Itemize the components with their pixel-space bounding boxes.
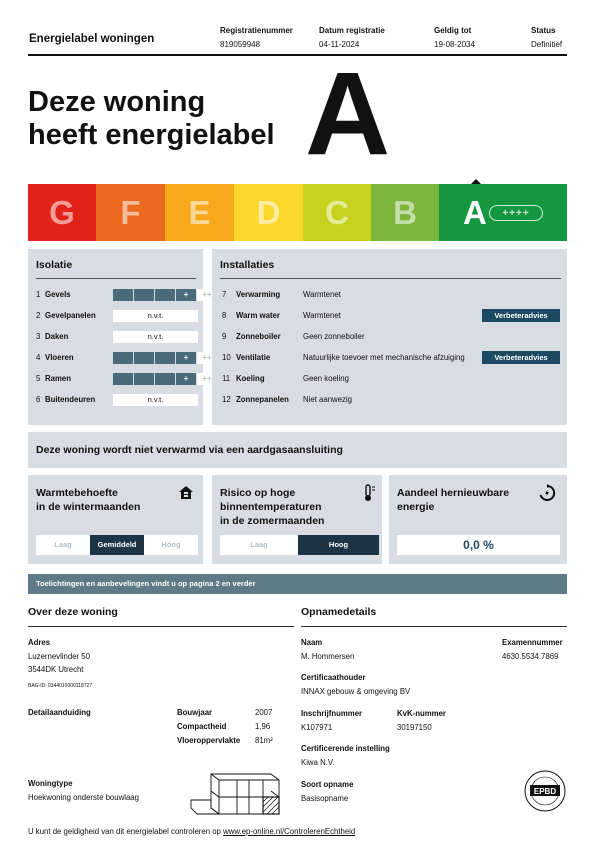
detail-label: Detailaanduiding [28,708,91,717]
rating-block [134,352,154,364]
datum-label: Datum registratie [319,26,385,35]
kvk-label: KvK-nummer [397,709,446,718]
warmtebehoefte-title-line1: Warmtebehoefte [36,487,118,499]
bag-id: BAG-ID: 0344010000118727 [28,683,93,689]
adres-line2: 3544DK Utrecht [28,665,84,674]
row-name: Warm water [236,311,280,320]
verification-link[interactable]: www.ep-online.nl/ControlerenEchtheid [223,827,356,836]
installatie-value: Warmtenet [303,311,341,320]
isolatie-row [36,395,95,404]
certificaathouder-value: INNAX gebouw & omgeving BV [301,687,411,696]
energy-label-scale [28,184,567,241]
footer [28,827,355,836]
row-name: Zonneboiler [236,332,281,341]
hernieuwbaar-title-line2: energie [397,501,435,513]
label-class-b [371,184,439,241]
installatie-value: Niet aanwezig [303,395,352,404]
oververhitting-title-line2: binnentemperaturen [220,501,322,513]
row-name: Vloeren [45,353,74,362]
soort-opname-label: Soort opname [301,780,354,789]
inschrijfnummer-label: Inschrijfnummer [301,709,363,718]
row-name: Buitendeuren [45,395,96,404]
option-laag: Laag [220,535,298,555]
geldig-label: Geldig tot [434,26,472,35]
installatie-row [222,353,270,362]
plus-pill: ++++ [489,205,543,221]
instelling-value: Kiwa N.V. [301,758,335,767]
row-name: Gevelpanelen [45,311,96,320]
kvk-value: 30197150 [397,723,432,732]
compactheid-value: 1,96 [255,722,271,731]
installatie-row [222,290,280,299]
installatie-value: Geen koeling [303,374,349,383]
label-class-c [303,184,371,241]
opname-title: Opnamedetails [301,606,377,618]
installaties-title: Installaties [220,259,275,271]
epbd-seal-icon [523,769,567,813]
isolatie-row [36,353,74,362]
warmtebehoefte-tile [28,475,203,564]
rating-block [113,373,133,385]
installatie-row [222,395,289,404]
gas-notice: Deze woning wordt niet verwarmd via een aardgasaansluiting [36,444,343,456]
rating-block: + [176,352,196,364]
document-title: Energielabel woningen [29,33,155,45]
installatie-value: Natuurlijke toevoer met mechanische afzuiging [303,353,465,362]
woningtype-value: Hoekwoning onderste bouwlaag [28,793,139,802]
datum-registratie [319,26,385,49]
hernieuwbaar-tile [389,475,567,564]
row-number: 9 [222,332,227,341]
row-number: 11 [222,374,231,383]
headline-line2: heeft energielabel [28,119,275,151]
examennummer-label: Examennummer [502,638,563,647]
row-number: 3 [36,332,41,341]
thermometer-icon [360,484,376,506]
isolatie-value: n.v.t. [113,394,198,406]
naam-value: M. Hommersen [301,652,355,661]
certificaathouder-label: Certificaathouder [301,673,366,682]
label-class-letter: B [393,193,417,231]
geldig-tot [434,26,475,49]
isolatie-row [36,374,71,383]
installaties-panel [212,249,567,425]
rating-block: + [176,373,196,385]
examennummer-value: 4630.5534.7869 [502,652,559,661]
warmtebehoefte-scale [36,535,198,555]
adres-label: Adres [28,638,51,647]
instelling-label: Certificerende instelling [301,744,390,753]
woningtype-label: Woningtype [28,779,73,788]
status-label: Status [531,26,556,35]
compactheid-label: Compactheid [177,722,227,731]
oververhitting-title-line1: Risico op hoge [220,487,296,499]
label-class-f [96,184,165,241]
rating-block: ++ [197,352,217,364]
rating-block: ++ [197,373,217,385]
row-name: Ramen [45,374,71,383]
verbeteradvies-button[interactable]: Verbeteradvies [482,309,560,322]
headline [28,86,275,152]
label-class-letter: G [49,193,75,231]
isolatie-row [36,290,71,299]
label-class-a [439,184,567,241]
datum-value: 04-11-2024 [319,40,360,49]
verbeteradvies-button[interactable]: Verbeteradvies [482,351,560,364]
isolatie-rating [113,289,218,301]
warmtebehoefte-title-line2: in de wintermaanden [36,501,141,513]
status-value: Definitief [531,40,563,49]
installaties-divider [220,278,561,279]
label-class-letter: C [325,193,349,231]
row-name: Ventilatie [236,353,271,362]
vloeroppervlakte-label: Vloeroppervlakte [177,736,241,745]
naam-label: Naam [301,638,323,647]
inschrijfnummer-value: K107971 [301,723,333,732]
row-number: 12 [222,395,231,404]
label-class-letter: F [120,193,141,231]
option-hoog: Hoog [298,535,379,555]
rating-block [155,373,175,385]
installatie-row [222,332,281,341]
installatie-value: Geen zonneboiler [303,332,365,341]
isolatie-rating [113,352,218,364]
option-laag: Laag [36,535,90,555]
option-gemiddeld: Gemiddeld [90,535,144,555]
row-name: Verwarming [236,290,281,299]
rating-block [134,289,154,301]
rating-block [113,289,133,301]
hernieuwbaar-title [397,486,509,514]
row-name: Koeling [236,374,265,383]
registratienummer-label: Registratienummer [220,26,293,35]
renewable-cycle-icon [538,484,556,506]
isolatie-value: n.v.t. [113,310,198,322]
registratienummer-value: 819059948 [220,40,261,49]
label-class-letter: D [256,193,281,231]
label-class-d [234,184,303,241]
vloeroppervlakte-value: 81m² [255,736,273,745]
registratienummer [220,26,293,49]
label-class-letter: E [188,193,211,231]
bouwjaar-value: 2007 [255,708,273,717]
status [531,26,562,49]
label-class-e [165,184,234,241]
rating-block [155,289,175,301]
isolatie-panel [28,249,212,425]
row-number: 1 [36,290,41,299]
hernieuwbaar-title-line1: Aandeel hernieuwbare [397,487,510,499]
woning-title: Over deze woning [28,606,118,618]
building-block-icon [189,772,281,821]
info-band [28,574,567,594]
adres-line1: Luzernevlinder 50 [28,652,90,661]
label-class-g [28,184,96,241]
rating-block [155,352,175,364]
installatie-row [222,311,280,320]
row-number: 10 [222,353,231,362]
isolatie-value: n.v.t. [113,331,198,343]
oververhitting-tile [212,475,382,564]
rating-block: + [176,289,196,301]
header-divider [28,54,567,56]
info-band-text: Toelichtingen en aanbevelingen vindt u op pagina 2 en verder [36,579,256,588]
row-number: 4 [36,353,41,362]
geldig-value: 19-08-2034 [434,40,475,49]
gas-notice-panel [28,432,567,468]
house-icon [178,484,194,504]
warmtebehoefte-title [36,486,140,514]
isolatie-row [36,311,96,320]
oververhitting-title-line3: in de zomermaanden [220,515,325,527]
row-number: 2 [36,311,41,320]
row-number: 6 [36,395,41,404]
row-name: Daken [45,332,69,341]
seal-text: EPBD [533,787,557,796]
rating-block [134,373,154,385]
installatie-row [222,374,265,383]
isolatie-divider [36,278,196,279]
isolatie-title: Isolatie [36,259,73,271]
oververhitting-title [220,486,324,528]
row-name: Gevels [45,290,71,299]
rating-block: ++ [197,289,217,301]
headline-line1: Deze woning [28,86,206,118]
footer-text: U kunt de geldigheid van dit energielabel controleren op [28,827,224,836]
oververhitting-scale [220,535,379,555]
opname-divider [301,626,567,627]
soort-opname-value: Basisopname [301,794,349,803]
energy-label-letter: A [305,48,391,180]
isolatie-row [36,332,68,341]
installatie-value: Warmtenet [303,290,341,299]
rating-block [113,352,133,364]
row-number: 8 [222,311,227,320]
row-name: Zonnepanelen [236,395,289,404]
bouwjaar-label: Bouwjaar [177,708,213,717]
option-hoog: Hoog [144,535,198,555]
hernieuwbaar-value: 0,0 % [397,535,560,555]
row-number: 5 [36,374,41,383]
isolatie-rating [113,373,218,385]
label-class-letter: A [463,193,487,231]
row-number: 7 [222,290,227,299]
woning-divider [28,626,294,627]
